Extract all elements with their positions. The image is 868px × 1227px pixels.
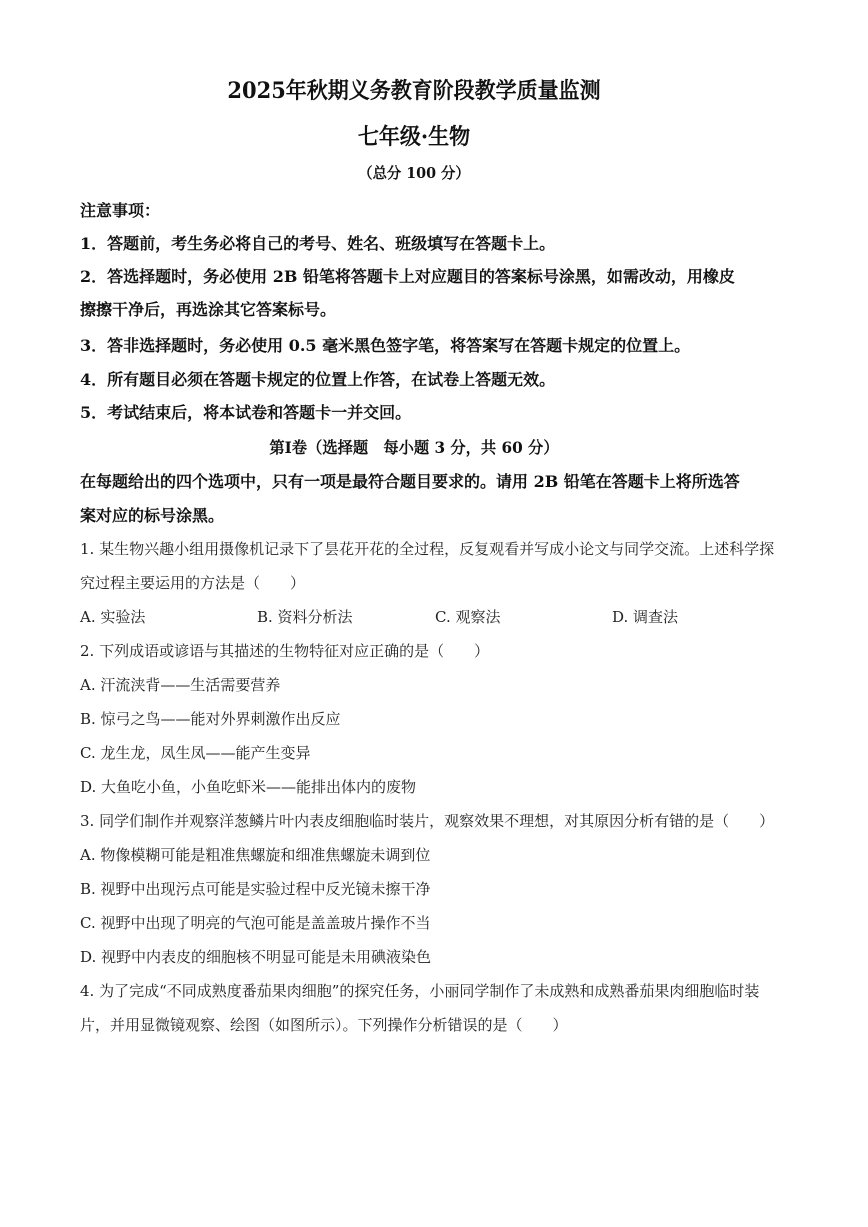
exam-title: 2025年秋期义务教育阶段教学质量监测	[227, 78, 601, 104]
question-2-option-a: A. 汗流浃背——生活需要营养	[80, 676, 281, 694]
question-1-option-c: C. 观察法	[435, 608, 501, 626]
notice-item-1: 1．答题前，考生务必将自己的考号、姓名、班级填写在答题卡上。	[80, 234, 556, 253]
question-3-option-d: D. 视野中内表皮的细胞核不明显可能是未用碘液染色	[80, 948, 432, 966]
question-3-stem: 3. 同学们制作并观察洋葱鳞片叶内表皮细胞临时装片，观察效果不理想，对其原因分析有错的是（ ）	[80, 812, 775, 830]
section-heading: 第Ⅰ卷（选择题 每小题 3 分，共 60 分）	[269, 438, 559, 457]
notice-item-4: 4．所有题目必须在答题卡规定的位置上作答，在试卷上答题无效。	[80, 370, 556, 389]
exam-subtitle: 七年级·生物	[357, 124, 471, 150]
question-4-stem: 4. 为了完成“不同成熟度番茄果肉细胞”的探究任务，小丽同学制作了未成熟和成熟番茄果肉细胞临时装	[80, 982, 760, 1000]
section-instruction-1: 在每题给出的四个选项中，只有一项是最符合题目要求的。请用 2B 铅笔在答题卡上将所选答	[80, 472, 740, 491]
notice-item-2: 2．答选择题时，务必使用 2B 铅笔将答题卡上对应题目的答案标号涂黑，如需改动，用橡皮	[80, 267, 735, 286]
question-3-option-b: B. 视野中出现污点可能是实验过程中反光镜未擦干净	[80, 880, 431, 898]
notice-item-5: 5．考试结束后，将本试卷和答题卡一并交回。	[80, 403, 412, 422]
question-1-option-b: B. 资料分析法	[257, 608, 353, 626]
question-4-stem-cont: 片，并用显微镜观察、绘图（如图所示）。下列操作分析错误的是（ ）	[80, 1016, 568, 1034]
question-3-option-a: A. 物像模糊可能是粗准焦螺旋和细准焦螺旋未调到位	[80, 846, 431, 864]
question-1-stem: 1. 某生物兴趣小组用摄像机记录下了昙花开花的全过程，反复观看并写成小论文与同学交流。上述科学探	[80, 540, 775, 558]
notice-item-3: 3．答非选择题时，务必使用 0.5 毫米黑色签字笔，将答案写在答题卡规定的位置上。	[80, 336, 691, 355]
question-2-option-c: C. 龙生龙，凤生凤——能产生变异	[80, 744, 311, 762]
question-2-option-d: D. 大鱼吃小鱼，小鱼吃虾米——能排出体内的废物	[80, 778, 417, 796]
question-1-option-a: A. 实验法	[80, 608, 146, 626]
question-2-stem: 2. 下列成语或谚语与其描述的生物特征对应正确的是（ ）	[80, 642, 490, 660]
question-1-option-d: D. 调查法	[612, 608, 679, 626]
total-score: （总分 100 分）	[358, 164, 470, 182]
question-2-option-b: B. 惊弓之鸟——能对外界刺激作出反应	[80, 710, 341, 728]
notice-item-2-cont: 擦擦干净后，再选涂其它答案标号。	[80, 300, 337, 319]
section-instruction-2: 案对应的标号涂黑。	[80, 506, 225, 525]
question-3-option-c: C. 视野中出现了明亮的气泡可能是盖盖玻片操作不当	[80, 914, 431, 932]
question-1-stem-cont: 究过程主要运用的方法是（ ）	[80, 574, 306, 592]
notice-heading: 注意事项：	[80, 201, 161, 220]
